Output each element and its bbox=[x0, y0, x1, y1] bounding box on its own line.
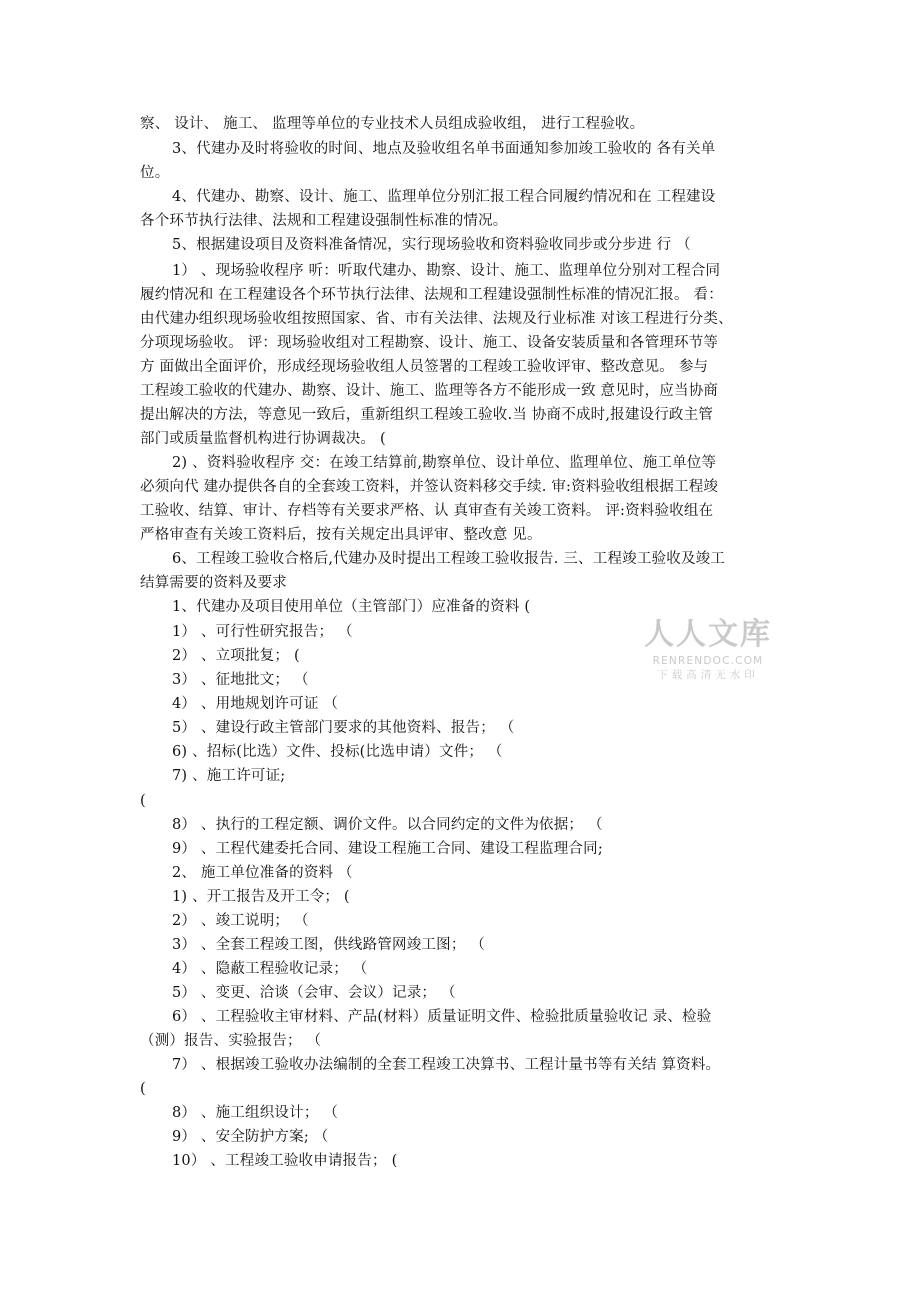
text-line: 履约情况和 在工程建设各个环节执行法律、法规和工程建设强制性标准的情况汇报。 看： bbox=[140, 287, 723, 303]
text-line: 1） 、可行性研究报告； （ bbox=[172, 624, 353, 640]
text-line: 5、根据建设项目及资料准备情况，实行现场验收和资料验收同步或分步进 行 （ bbox=[172, 237, 691, 253]
text-line: 2) 、资料验收程序 交：在竣工结算前,勘察单位、设计单位、监理单位、施工单位等 bbox=[172, 455, 717, 471]
text-line: 察、 设计、 施工、 监理等单位的专业技术人员组成验收组， 进行工程验收。 bbox=[140, 116, 645, 132]
watermark-url: RENRENDOC.COM bbox=[652, 655, 764, 667]
text-line: 6) 、招标(比选）文件、投标(比选申请）文件； （ bbox=[172, 744, 503, 760]
text-line: 2） 、竣工说明； （ bbox=[172, 913, 309, 929]
text-line: 分项现场验收。 评：现场验收组对工程勘察、设计、施工、设备安装质量和各管理环节等 bbox=[140, 335, 719, 351]
text-line: 7) 、施工许可证; bbox=[172, 768, 286, 784]
watermark-subtitle: 下载高清无水印 bbox=[657, 669, 759, 681]
text-line: 1） 、现场验收程序 听：听取代建办、勘察、设计、施工、监理单位分别对工程合同 bbox=[172, 263, 721, 279]
text-line: 结算需要的资料及要求 bbox=[140, 575, 287, 591]
text-line: 工验收、结算、审计、存档等有关要求严格、认 真审查有关竣工资料。 评:资料验收组在 bbox=[140, 503, 714, 519]
text-line: 由代建办组织现场验收组按照国家、省、市有关法律、法规及行业标准 对该工程进行分类、 bbox=[140, 311, 733, 327]
text-line: 7） 、根据竣工验收办法编制的全套工程竣工决算书、工程计量书等有关结 算资料。 bbox=[172, 1057, 721, 1073]
text-line: 4、代建办、勘察、设计、施工、监理单位分别汇报工程合同履约情况和在 工程建设 bbox=[172, 189, 716, 205]
watermark-title: 人人文库 bbox=[644, 617, 772, 652]
text-line: 5） 、变更、洽谈（会审、会议）记录； （ bbox=[172, 985, 456, 1001]
watermark-logo bbox=[638, 618, 778, 682]
text-line: 6、工程竣工验收合格后,代建办及时提出工程竣工验收报告. 三、工程竣工验收及竣工 bbox=[172, 551, 726, 567]
text-line: ( bbox=[140, 1081, 146, 1097]
text-line: ( bbox=[140, 793, 146, 809]
text-line: 1、代建办及项目使用单位（主管部门）应准备的资料 ( bbox=[172, 599, 531, 615]
text-line: 2） 、立项批复； ( bbox=[172, 648, 300, 664]
text-line: 部门或质量监督机构进行协调裁决。 ( bbox=[140, 431, 386, 447]
text-line: 工程竣工验收的代建办、勘察、设计、施工、监理等各方不能形成一致 意见时，应当协商 bbox=[140, 383, 719, 399]
text-line: 必须向代 建办提供各自的全套竣工资料，并签认资料移交手续. 审:资料验收组根据工程竣 bbox=[140, 479, 719, 495]
text-line: 5） 、建设行政主管部门要求的其他资料、报告； （ bbox=[172, 720, 515, 736]
text-line: 严格审查有关竣工资料后，按有关规定出具评审、整改意 见。 bbox=[140, 527, 542, 543]
text-line: 3） 、征地批文； （ bbox=[172, 672, 309, 688]
text-line: 4） 、隐蔽工程验收记录； （ bbox=[172, 961, 368, 977]
text-line: 6） 、工程验收主审材料、产品(材料）质量证明文件、检验批质量验收记 录、检验 bbox=[172, 1009, 712, 1025]
text-line: 8） 、施工组织设计； （ bbox=[172, 1105, 339, 1121]
text-line: 提出解决的方法，等意见一致后，重新组织工程竣工验收.当 协商不成时,报建设行政主管 bbox=[140, 407, 714, 423]
text-line: 方 面做出全面评价，形成经现场验收组人员签署的工程竣工验收评审、整改意见。 参与 bbox=[140, 359, 709, 375]
text-line: 3、代建办及时将验收的时间、地点及验收组名单书面通知参加竣工验收的 各有关单 bbox=[172, 141, 716, 157]
text-line: 9） 、工程代建委托合同、建设工程施工合同、建设工程监理合同; bbox=[172, 841, 603, 857]
text-line: 2、 施工单位准备的资料 （ bbox=[172, 865, 353, 881]
text-line: 10） 、工程竣工验收申请报告； ( bbox=[172, 1153, 398, 1169]
text-line: （测）报告、实验报告； （ bbox=[140, 1033, 322, 1049]
text-line: 8） 、执行的工程定额、调价文件。以合同约定的文件为依据； （ bbox=[172, 817, 603, 833]
text-line: 位。 bbox=[140, 165, 170, 181]
text-line: 1) 、开工报告及开工令； ( bbox=[172, 889, 350, 905]
text-line: 9） 、安全防护方案; （ bbox=[172, 1129, 329, 1145]
text-line: 3） 、全套工程竣工图，供线路管网竣工图； （ bbox=[172, 937, 486, 953]
text-line: 4） 、用地规划许可证 （ bbox=[172, 696, 339, 712]
text-line: 各个环节执行法律、法规和工程建设强制性标准的情况。 bbox=[140, 213, 508, 229]
